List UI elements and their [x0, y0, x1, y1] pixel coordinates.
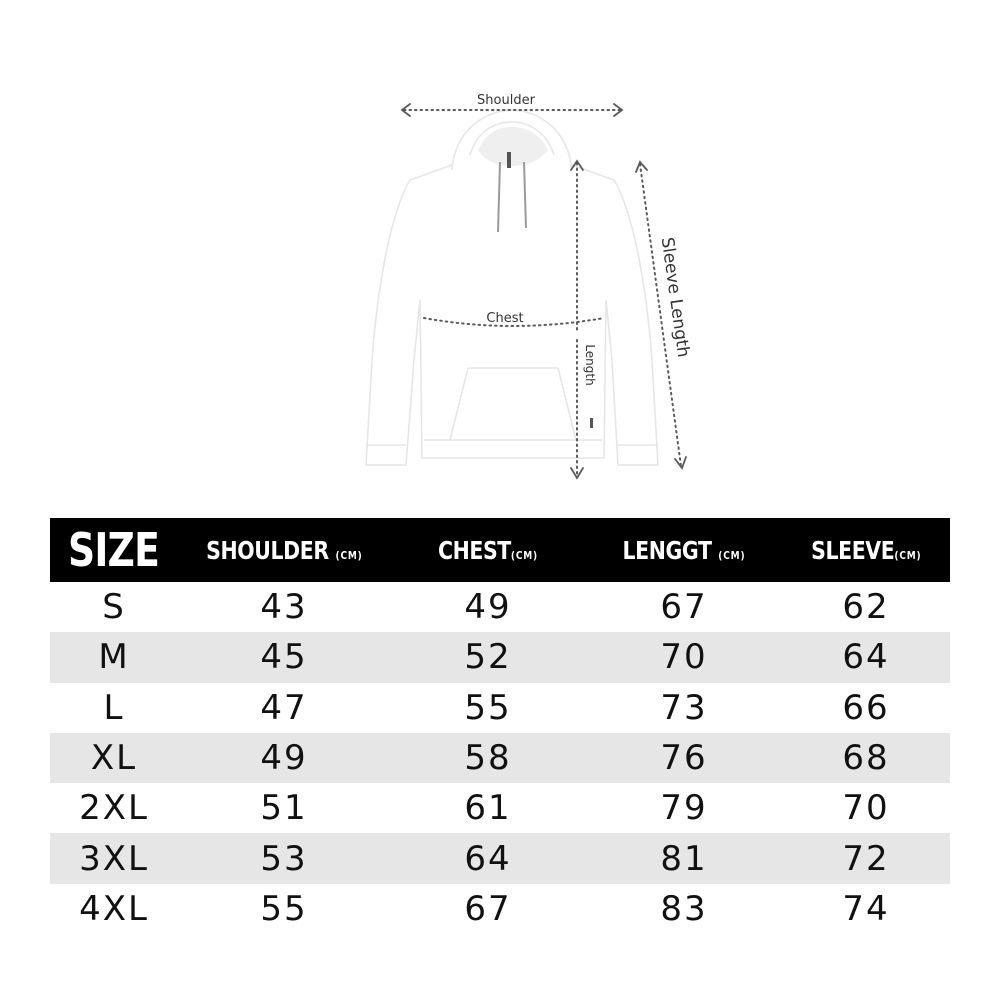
table-row — [50, 632, 950, 682]
size-cell: S — [102, 587, 126, 628]
chest-header-label: CHEST — [437, 535, 511, 565]
shoulder-label: Shoulder — [477, 93, 535, 108]
shoulder-cell: 45 — [178, 632, 390, 682]
size-header-label: SIZE — [68, 523, 160, 577]
chest-cell: 49 — [464, 587, 512, 628]
chest-column-header — [390, 518, 586, 582]
length-column-header — [586, 518, 782, 582]
sleeve-cell: 70 — [842, 788, 890, 829]
size-cell: XL — [50, 733, 178, 783]
size-chart-table — [50, 518, 950, 934]
sleeve-header-label: SLEEVE — [810, 535, 895, 565]
size-cell: L — [103, 687, 125, 728]
chest-cell: 64 — [390, 833, 586, 883]
length-cell: 73 — [660, 687, 708, 728]
chest-cell: 58 — [390, 733, 586, 783]
length-cell: 70 — [586, 632, 782, 682]
size-cell: 3XL — [50, 833, 178, 883]
shoulder-column-header — [178, 518, 390, 582]
size-cell: 4XL — [79, 888, 149, 929]
table-row — [50, 783, 950, 833]
chest-label: Chest — [486, 311, 524, 326]
length-cell: 76 — [586, 733, 782, 783]
drawstring-icon — [498, 162, 526, 232]
sleeve-cell: 68 — [782, 733, 950, 783]
table-row — [50, 582, 950, 632]
size-cell: 2XL — [79, 788, 149, 829]
sleeve-length-label: Sleeve Length — [656, 236, 694, 359]
size-column-header — [50, 518, 178, 582]
sleeve-unit-label: (CM) — [894, 548, 922, 562]
measurement-arrowheads — [402, 104, 686, 478]
shoulder-cell: 53 — [178, 833, 390, 883]
shoulder-cell: 51 — [260, 788, 308, 829]
size-cell: M — [50, 632, 178, 682]
sleeve-cell: 66 — [842, 687, 890, 728]
chest-unit-label: (CM) — [510, 548, 539, 562]
shoulder-header-label: SHOULDER — [205, 535, 329, 565]
sleeve-cell: 74 — [842, 888, 890, 929]
length-label: Length — [583, 344, 597, 386]
shoulder-unit-label: (CM) — [335, 548, 363, 562]
shoulder-cell: 55 — [260, 888, 308, 929]
sleeve-column-header — [782, 518, 950, 582]
length-header-label: LENGGT — [622, 535, 712, 565]
length-cell: 83 — [660, 888, 708, 929]
chest-cell: 67 — [464, 888, 512, 929]
length-cell: 81 — [586, 833, 782, 883]
table-row — [50, 833, 950, 883]
zipper-tab-icon — [590, 418, 593, 428]
drawstring-tip-icon — [507, 152, 511, 168]
table-header-row — [50, 518, 950, 582]
table-row — [50, 884, 950, 934]
sleeve-cell: 64 — [782, 632, 950, 682]
table-row — [50, 733, 950, 783]
length-cell: 67 — [660, 587, 708, 628]
shoulder-cell: 49 — [178, 733, 390, 783]
chest-cell: 61 — [464, 788, 512, 829]
sleeve-cell: 72 — [782, 833, 950, 883]
length-cell: 79 — [660, 788, 708, 829]
shoulder-cell: 47 — [260, 687, 308, 728]
hood-lining-icon — [478, 127, 548, 166]
table-row — [50, 683, 950, 733]
sleeve-cell: 62 — [842, 587, 890, 628]
chest-cell: 52 — [390, 632, 586, 682]
chest-cell: 55 — [464, 687, 512, 728]
length-unit-label: (CM) — [718, 548, 746, 562]
shoulder-cell: 43 — [260, 587, 308, 628]
